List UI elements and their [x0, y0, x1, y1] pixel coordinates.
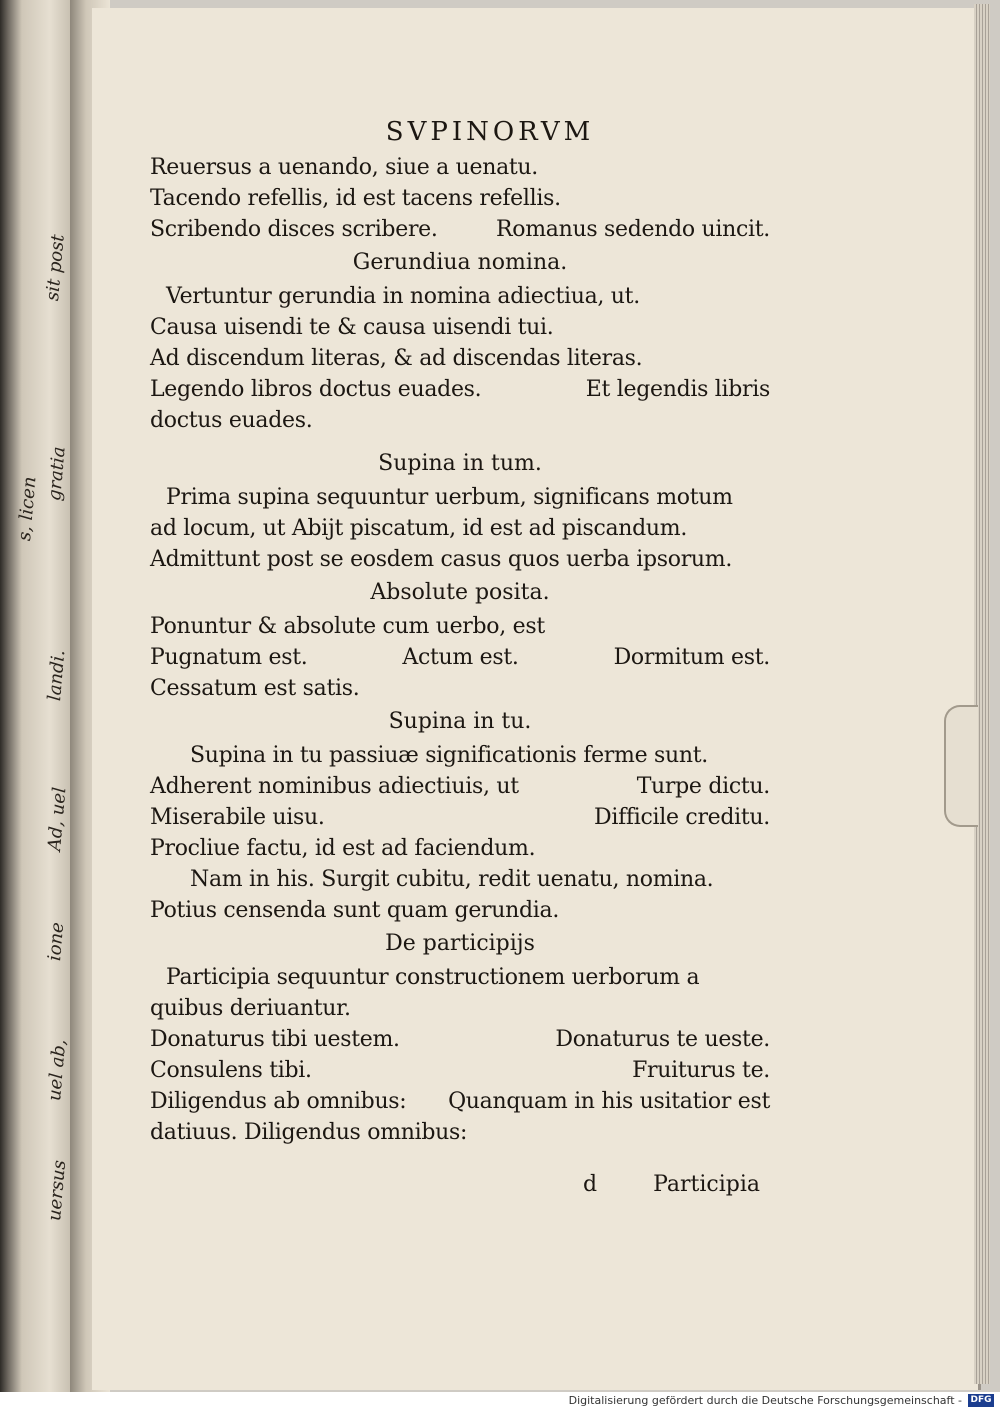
footer-text: Digitalisierung gefördert durch die Deutsche Forschungsgemeinschaft -	[568, 1394, 962, 1407]
text-segment: datiuus. Diligendus omnibus:	[150, 1120, 468, 1145]
text-segment: Admittunt post se eosdem casus quos uerba ipsorum.	[150, 547, 733, 572]
text-line	[150, 611, 770, 642]
text-line	[150, 312, 770, 343]
left-page-fragment: landi.	[44, 649, 70, 702]
text-segment: Prima supina sequuntur uerbum, significans motum	[166, 485, 733, 510]
text-segment: Nam in his. Surgit cubitu, redit uenatu, nomina.	[190, 867, 714, 892]
text-line	[150, 864, 770, 895]
text-segment: Scribendo disces scribere.	[150, 217, 438, 242]
text-segment: Difficile creditu.	[594, 805, 770, 830]
page-edges	[974, 4, 990, 1384]
text-segment: Fruiturus te.	[632, 1058, 770, 1083]
digitization-footer	[0, 1392, 1000, 1410]
text-segment: Pugnatum est.	[150, 645, 308, 670]
text-segment: Cessatum est satis.	[150, 676, 360, 701]
page-footer-line	[150, 1172, 770, 1197]
text-line	[150, 1055, 770, 1086]
text-blocks	[150, 152, 770, 1148]
text-segment: Supina in tu passiuæ significationis ferme sunt.	[190, 743, 708, 768]
text-line	[150, 1024, 770, 1055]
text-line	[150, 740, 770, 771]
text-line	[150, 642, 770, 673]
page-content	[150, 112, 770, 1197]
text-segment: Turpe dictu.	[636, 774, 770, 799]
text-segment: Quanquam in his usitatior est	[448, 1089, 770, 1114]
text-line	[150, 802, 770, 833]
section-heading: Gerundiua nomina.	[352, 250, 568, 275]
text-line	[150, 482, 770, 513]
text-line	[150, 152, 770, 183]
dfg-logo-icon: DFG	[968, 1394, 994, 1407]
signature-mark: d	[582, 1172, 598, 1197]
text-segment: Potius censenda sunt quam gerundia.	[150, 898, 560, 923]
text-segment: Participia sequuntur constructionem uerborum a	[166, 965, 700, 990]
text-segment: Consulens tibi.	[150, 1058, 312, 1083]
text-segment: doctus euades.	[150, 408, 313, 433]
left-page-fragment: gratia	[44, 445, 70, 502]
section-heading: Supina in tum.	[378, 451, 542, 476]
text-line	[150, 1086, 770, 1117]
text-line	[150, 962, 770, 993]
text-line	[150, 993, 770, 1024]
left-page-fragment: s, licen	[14, 475, 41, 542]
text-segment: Adherent nominibus adiectiuis, ut	[150, 774, 519, 799]
text-segment: Ad discendum literas, & ad discendas literas.	[150, 346, 643, 371]
section-heading: De participijs	[385, 931, 535, 956]
text-segment: Tacendo refellis, id est tacens refellis.	[150, 186, 561, 211]
text-segment: Reuersus a uenando, siue a uenatu.	[150, 155, 538, 180]
text-line	[150, 513, 770, 544]
text-segment: Miserabile uisu.	[150, 805, 325, 830]
text-segment: Donaturus tibi uestem.	[150, 1027, 400, 1052]
text-line	[150, 183, 770, 214]
text-line	[150, 895, 770, 926]
text-line	[150, 544, 770, 575]
catchword: Participia	[653, 1172, 760, 1197]
text-line	[150, 1117, 770, 1148]
left-page-fragment: Ad, uel	[44, 786, 71, 852]
text-segment: Actum est.	[402, 645, 519, 670]
left-page-fragment: ione	[44, 921, 69, 962]
text-segment: Legendo libros doctus euades.	[150, 377, 482, 402]
text-segment: Causa uisendi te & causa uisendi tui.	[150, 315, 554, 340]
text-segment: Ponuntur & absolute cum uerbo, est	[150, 614, 545, 639]
section-heading: Absolute posita.	[370, 580, 550, 605]
left-page-edge	[0, 0, 78, 1392]
left-page-fragment: uel ab,	[44, 1038, 71, 1102]
text-segment: Romanus sedendo uincit.	[496, 217, 770, 242]
text-line	[150, 833, 770, 864]
text-segment: Donaturus te ueste.	[555, 1027, 770, 1052]
left-page-fragment: sit post	[42, 233, 69, 302]
text-segment: Dormitum est.	[613, 645, 770, 670]
page-tab-marker	[944, 705, 978, 827]
section-heading: Supina in tu.	[388, 709, 532, 734]
running-header: SVPINORVM	[385, 117, 595, 147]
text-line	[150, 343, 770, 374]
left-page-fragment: uersus	[44, 1159, 71, 1222]
spacer	[150, 436, 770, 446]
text-segment: quibus deriuantur.	[150, 996, 351, 1021]
text-line	[150, 374, 770, 405]
text-line	[150, 281, 770, 312]
text-line	[150, 771, 770, 802]
text-line	[150, 405, 770, 436]
text-line	[150, 214, 770, 245]
text-line	[150, 673, 770, 704]
text-segment: Vertuntur gerundia in nomina adiectiua, ut.	[166, 284, 640, 309]
text-segment: Et legendis libris	[585, 377, 770, 402]
text-segment: Procliue factu, id est ad faciendum.	[150, 836, 536, 861]
text-segment: ad locum, ut Abijt piscatum, id est ad piscandum.	[150, 516, 688, 541]
text-segment: Diligendus ab omnibus:	[150, 1089, 407, 1114]
